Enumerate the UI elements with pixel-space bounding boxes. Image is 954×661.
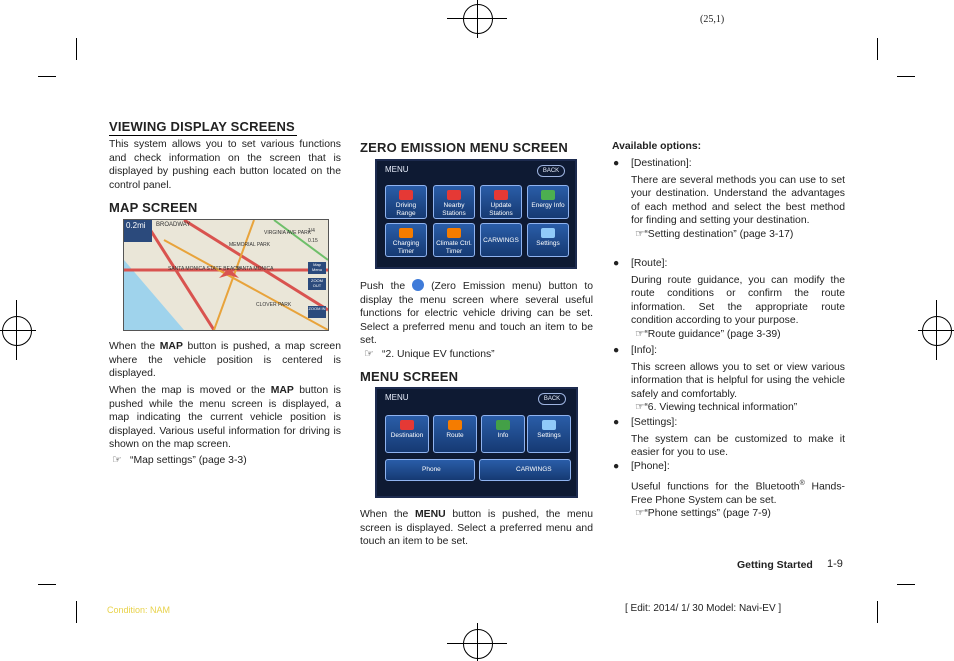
registration-mark (463, 629, 493, 659)
registration-line (447, 643, 507, 644)
scale-mid: 0.15 (308, 238, 318, 244)
menu-phone-tile: Phone (385, 459, 475, 481)
menu-screen-title: MENU (385, 393, 409, 402)
page-ref: (25,1) (700, 14, 725, 25)
map-button-name: MAP (270, 385, 294, 396)
menu-tile: Settings (527, 415, 571, 453)
crop-mark (877, 601, 878, 623)
distance-box (124, 220, 152, 242)
intro-paragraph: This system allows you to set various functions and check information on the screen that is displayed by pushing each button located on the control panel. (109, 139, 341, 191)
climate-timer-icon (447, 228, 461, 238)
menu-tile: Info (481, 415, 525, 453)
back-icon: BACK (538, 393, 566, 405)
map-label: SANTA MONICA STATE BEACH (168, 266, 241, 272)
map-label: VIRGINIA AVE PARK (264, 230, 312, 236)
map-menu-button: Map Menu (308, 262, 326, 274)
option-route: ● [Route]: During route guidance, you can modify the route conditions or confirm the route information. Set the appropriate route condition according to your purpose. ☞“Route guidance” (page 3-39) (613, 258, 845, 340)
pointing-hand-icon: ☞ (635, 328, 645, 340)
scale-top: 1/4 (308, 228, 315, 234)
crop-mark (38, 76, 56, 77)
info-icon (496, 420, 510, 430)
zem-paragraph: Push the (Zero Emission menu) button to display the menu screen where several useful functions for electric vehicle driving can be set. Select a preferred menu and touch an item to be set. (360, 281, 594, 347)
crop-mark (877, 38, 878, 60)
bullet: ● (613, 258, 620, 269)
registration-line (477, 623, 478, 661)
edit-info: [ Edit: 2014/ 1/ 30 Model: Navi-EV ] (625, 603, 782, 614)
map-paragraph-1: When the MAP button is pushed, a map screen where the vehicle position is centered is displayed. (109, 341, 341, 380)
bullet: ● (613, 345, 620, 356)
pointing-hand-icon: ☞ (635, 508, 645, 520)
section-heading-viewing: VIEWING DISPLAY SCREENS (109, 119, 297, 136)
map-graphic (124, 220, 328, 330)
bullet: ● (613, 461, 620, 472)
menu-tile: Destination (385, 415, 429, 453)
pointing-hand-icon: ☞ (635, 402, 645, 414)
option-phone: ● [Phone]: Useful functions for the Bluetooth® Hands-Free Phone System can be set. ☞“Phone settings” (page 7-9) (613, 461, 845, 520)
map-label: MEMORIAL PARK (229, 242, 271, 248)
zoom-in-button: ZOOM IN (308, 306, 326, 318)
crop-mark (76, 601, 77, 623)
menu-button-name: MENU (415, 509, 446, 520)
distance-value: 0.2 (126, 221, 138, 230)
reference-ev-functions: ☞ “2. Unique EV functions” (364, 348, 495, 360)
crop-mark (38, 584, 56, 585)
zero-emission-icon (412, 279, 424, 291)
registration-line (918, 330, 954, 331)
footer-chapter: Getting Started (737, 559, 813, 571)
settings-icon (541, 228, 555, 238)
settings-icon (542, 420, 556, 430)
zem-heading: ZERO EMISSION MENU SCREEN (360, 140, 568, 155)
option-info: ● [Info]: This screen allows you to set or view various information that is helpful for using the vehicle safely and comfortably. ☞“6. Viewing technical information” (613, 345, 845, 414)
registration-line (447, 18, 507, 19)
menu-tile: Route (433, 415, 477, 453)
zem-tile: Nearby Stations (433, 185, 475, 219)
menu-carwings-tile: CARWINGS (479, 459, 571, 481)
bullet: ● (613, 158, 620, 169)
route-icon (448, 420, 462, 430)
menu-screen-image (375, 387, 578, 498)
zem-tile: Settings (527, 223, 569, 257)
bullet: ● (613, 417, 620, 428)
zem-tile: Energy Info (527, 185, 569, 219)
page-number: 1-9 (827, 558, 843, 570)
reference-map-settings: ☞ “Map settings” (page 3-3) (112, 454, 247, 466)
zem-tile: Update Stations (480, 185, 522, 219)
zem-tile: Driving Range (385, 185, 427, 219)
option-settings: ● [Settings]: The system can be customized to make it easier for you to use. (613, 417, 845, 459)
condition-label: Condition: NAM (107, 605, 171, 615)
pointing-hand-icon: ☞ (112, 454, 122, 466)
back-icon: BACK (537, 165, 565, 177)
map-screen-heading: MAP SCREEN (109, 200, 198, 215)
destination-icon (400, 420, 414, 430)
nearby-stations-icon (447, 190, 461, 200)
zem-menu-screen-image (375, 159, 577, 269)
menu-paragraph: When the MENU button is pushed, the menu screen is displayed. Select a preferred menu and touch an item to be set. (360, 509, 593, 548)
crop-mark (897, 584, 915, 585)
zem-tile: Charging Timer (385, 223, 427, 257)
option-destination: ● [Destination]: There are several methods you can use to set your destination. Understand the advantages of each method and select the best method for finding and setting your destination. ☞“Setting destination” (page 3-17) (613, 158, 845, 240)
pointing-hand-icon: ☞ (635, 228, 645, 240)
registration-line (0, 330, 36, 331)
map-button-name: MAP (159, 341, 183, 352)
registration-mark (2, 316, 32, 346)
zem-tile: Climate Ctrl. Timer (433, 223, 475, 257)
registration-line (477, 0, 478, 38)
crop-mark (897, 76, 915, 77)
zoom-out-button: ZOOM OUT (308, 278, 326, 290)
driving-range-icon (399, 190, 413, 200)
update-stations-icon (494, 190, 508, 200)
registration-mark (922, 316, 952, 346)
pointing-hand-icon: ☞ (364, 348, 374, 360)
zem-screen-title: MENU (385, 165, 409, 174)
available-options-heading: Available options: (612, 141, 702, 152)
crop-mark (76, 38, 77, 60)
map-screen-image (123, 219, 329, 331)
map-road-label: BROADWAY (156, 222, 191, 228)
map-label: SANTA MONICA (236, 266, 274, 272)
distance-unit: mi (137, 221, 146, 230)
map-label: CLOVER PARK (256, 302, 292, 308)
registration-mark (463, 4, 493, 34)
menu-screen-heading: MENU SCREEN (360, 369, 459, 384)
energy-info-icon (541, 190, 555, 200)
charging-timer-icon (399, 228, 413, 238)
map-paragraph-2: When the map is moved or the MAP button is pushed while the menu screen is displayed, a map indicating the current vehicle position is displayed. Various useful information for driving is shown on the map screen. (109, 385, 341, 451)
zem-tile: CARWINGS (480, 223, 522, 257)
